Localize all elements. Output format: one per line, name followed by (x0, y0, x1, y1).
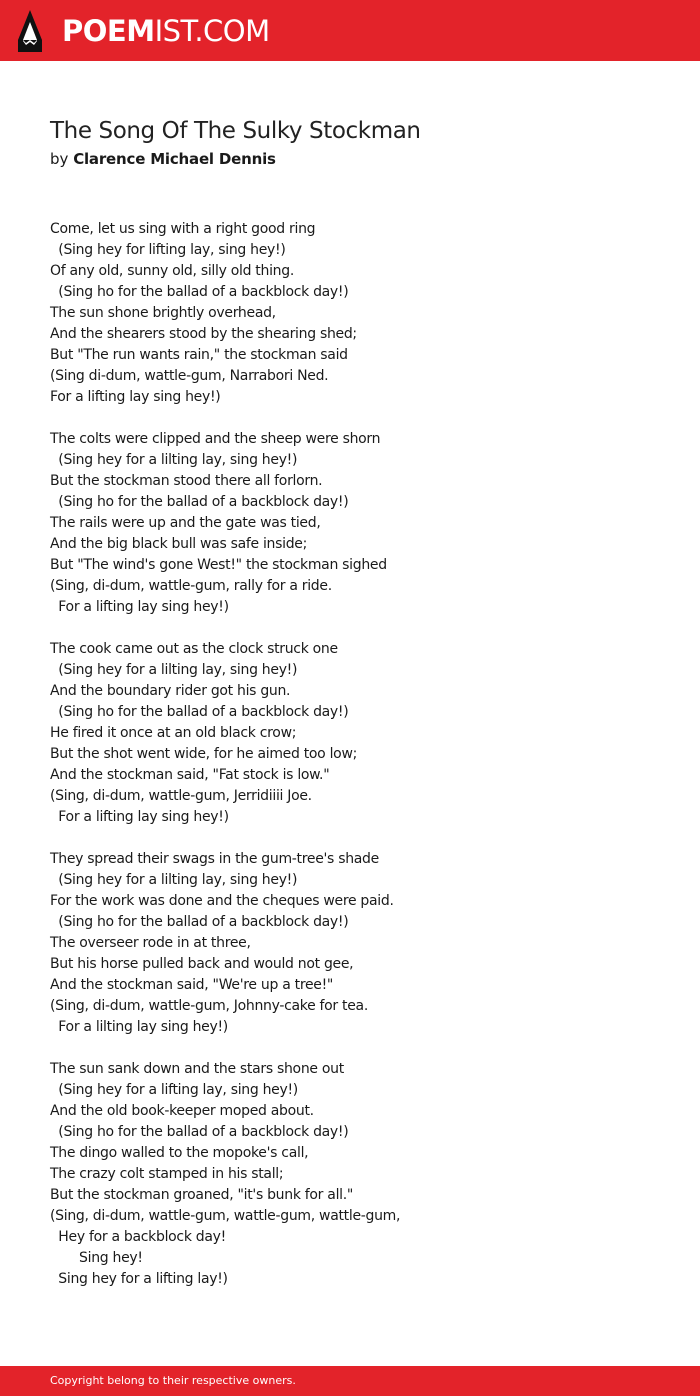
poem-line: For the work was done and the cheques were paid. (50, 893, 394, 909)
site-header (0, 0, 700, 61)
poem-line: (Sing ho for the ballad of a backblock day!) (50, 1124, 349, 1140)
poem-line: The dingo walled to the mopoke's call, (50, 1145, 309, 1161)
poem-stanza (50, 219, 670, 408)
poem-line: He fired it once at an old black crow; (50, 725, 297, 741)
poem-line: For a lilting lay sing hey!) (50, 1019, 228, 1035)
poem-line: But "The wind's gone West!" the stockman sighed (50, 557, 387, 573)
poem-line: And the shearers stood by the shearing shed; (50, 326, 357, 342)
pencil-logo-icon[interactable] (18, 10, 42, 52)
poem-line: The colts were clipped and the sheep were shorn (50, 431, 381, 447)
poem-stanza (50, 639, 670, 828)
poem-line: (Sing ho for the ballad of a backblock day!) (50, 914, 349, 930)
by-label: by (50, 150, 69, 168)
poem-line: But the stockman groaned, "it's bunk for all." (50, 1187, 354, 1203)
poem-line: And the stockman said, "Fat stock is low." (50, 767, 330, 783)
poem-line: But "The run wants rain," the stockman said (50, 347, 348, 363)
poem-line: The crazy colt stamped in his stall; (50, 1166, 284, 1182)
poem-line: But the shot went wide, for he aimed too low; (50, 746, 358, 762)
site-logo-wordmark[interactable] (62, 13, 270, 49)
poem-line: And the big black bull was safe inside; (50, 536, 308, 552)
poem-line: (Sing di-dum, wattle-gum, Narrabori Ned. (50, 368, 329, 384)
author-name[interactable]: Clarence Michael Dennis (73, 150, 276, 168)
poem-line: Of any old, sunny old, silly old thing. (50, 263, 294, 279)
poem-line: The rails were up and the gate was tied, (50, 515, 321, 531)
poem-body (50, 219, 670, 1290)
poem-line: For a lifting lay sing hey!) (50, 599, 229, 615)
site-footer (0, 1366, 700, 1396)
poem-line: For a lifting lay sing hey!) (50, 389, 221, 405)
poem-line: (Sing ho for the ballad of a backblock day!) (50, 284, 349, 300)
poem-line: The sun sank down and the stars shone out (50, 1061, 344, 1077)
poem-line: (Sing ho for the ballad of a backblock day!) (50, 494, 349, 510)
poem-stanza (50, 429, 670, 618)
poem-line: (Sing hey for a lilting lay, sing hey!) (50, 662, 298, 678)
poem-byline (50, 148, 276, 170)
poem-line: Come, let us sing with a right good ring (50, 221, 316, 237)
poem-line: For a lifting lay sing hey!) (50, 809, 229, 825)
poem-line: (Sing hey for a lifting lay, sing hey!) (50, 1082, 298, 1098)
poem-line: (Sing hey for a lilting lay, sing hey!) (50, 452, 298, 468)
logo-bold-text: POEM (62, 14, 155, 48)
poem-line: (Sing, di-dum, wattle-gum, wattle-gum, wattle-gum, (50, 1208, 401, 1224)
poem-line: Hey for a backblock day! (50, 1229, 226, 1245)
poem-stanza (50, 1059, 670, 1290)
poem-stanza (50, 849, 670, 1038)
logo-light-text: IST.COM (154, 14, 270, 48)
poem-line: The sun shone brightly overhead, (50, 305, 276, 321)
poem-line: And the stockman said, "We're up a tree!" (50, 977, 334, 993)
copyright-text: Copyright belong to their respective owners. (50, 1374, 296, 1387)
poem-title: The Song Of The Sulky Stockman (50, 118, 421, 144)
poem-line: (Sing, di-dum, wattle-gum, rally for a ride. (50, 578, 332, 594)
poem-line: The overseer rode in at three, (50, 935, 251, 951)
poem-line: But his horse pulled back and would not gee, (50, 956, 354, 972)
poem-line: And the boundary rider got his gun. (50, 683, 291, 699)
poem-line: The cook came out as the clock struck one (50, 641, 338, 657)
poem-line: Sing hey for a lifting lay!) (50, 1271, 228, 1287)
poem-line: (Sing, di-dum, wattle-gum, Johnny-cake for tea. (50, 998, 368, 1014)
poem-line: They spread their swags in the gum-tree's shade (50, 851, 379, 867)
poem-line: (Sing hey for a lilting lay, sing hey!) (50, 872, 298, 888)
poem-line: But the stockman stood there all forlorn. (50, 473, 323, 489)
poem-line: And the old book-keeper moped about. (50, 1103, 314, 1119)
poem-line: Sing hey! (50, 1250, 143, 1266)
poem-line: (Sing ho for the ballad of a backblock day!) (50, 704, 349, 720)
poem-line: (Sing, di-dum, wattle-gum, Jerridiiii Joe. (50, 788, 312, 804)
poem-line: (Sing hey for lifting lay, sing hey!) (50, 242, 286, 258)
